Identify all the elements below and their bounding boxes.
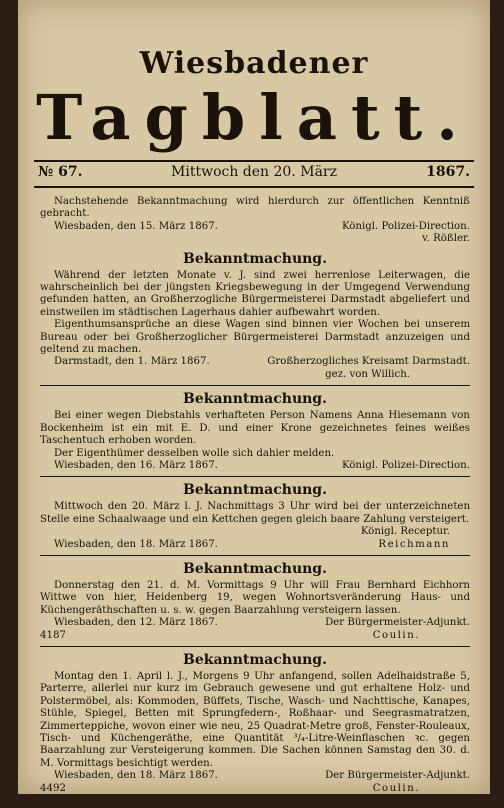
notice-signer: Coulin. [372,782,420,794]
notice-authority: Königl. Polizei-Direction. [341,459,470,471]
divider [40,555,470,556]
notices-column [40,196,470,795]
newspaper-page [18,0,490,794]
divider [40,476,470,477]
issue-line [38,164,470,186]
masthead-subtitle: Wiesbadener [139,46,369,81]
notice-heading: Bekanntmachung. [183,250,327,267]
notice-heading: Bekanntmachung. [183,651,327,668]
notice-body: Donnerstag den 21. d. M. Vormittags 9 Uhr will Frau Bernhard Eichhorn Wittwe von hier, Heidenberg 19, wegen Wohnortsveränderung Haus- und Küchengeräthschaften u. s. w. gegen Baarzahlung versteigern lassen. [40,579,470,616]
notice-footer-row [40,630,470,642]
notice-body: Montag den 1. April l. J., Morgens 9 Uhr anfangend, sollen Adelhaidstraße 5, Parterre, allerlei nur kurz im Gebrauch gewesene und gut erhaltene Holz- und Polstermöbel, als: Kommoden, Büffets, Tische, Wasch- und Nachttische, Kanapes, Stühle, Spiegel, Betten mit Sprungfedern-, Roßhaar- und Seegrasmatratzen, Zimmerteppiche, wovon einer wie neu, 25 Quadrat-Metre groß, Fenster-Rouleaux, Tisch- und Küchengeräthe, eine Quantität ³/₄-Litre-Weinflaschen ꝛc. gegen Baarzahlung zur Versteigerung kommen. Die Sachen können Samstag den 30. d. M. Vormittags besichtigt werden. [40,670,470,769]
divider [40,646,470,647]
notice-schaalwaage [40,481,470,551]
notice-heading: Bekanntmachung. [183,391,327,408]
notice-authority: Großherzogliches Kreisamt Darmstadt. [267,356,470,368]
notice-signature-row [40,770,470,782]
masthead-rule-top [34,160,474,162]
masthead-title: Tagblatt. [36,81,472,154]
notice-place-date: Wiesbaden, den 12. März 1867. [54,617,218,629]
notice-signer: v. Rößler. [422,233,470,245]
notice-place-date: Darmstadt, den 1. März 1867. [54,356,210,368]
notice-reference-number: 4187 [40,629,66,641]
notice-signer: gez. von Willich. [325,368,410,380]
notice-authority: Der Bürgermeister-Adjunkt. [325,770,470,782]
notice-body: Nachstehende Bekanntmachung wird hierdurch zur öffentlichen Kenntniß gebracht. [40,196,470,220]
notice-place-date: Wiesbaden, den 16. März 1867. [54,459,218,471]
issue-year: 1867. [426,164,470,180]
notice-body: Bei einer wegen Diebstahls verhafteten Person Namens Anna Hiesemann von Bockenheim ist ein mit E. D. und einer Krone gezeichnetes feines weißes Taschentuch erhoben worden. [40,410,470,447]
issue-date: Mittwoch den 20. März [171,164,337,180]
notice-footer-row [40,783,470,795]
notice-intro [40,196,470,246]
notice-body-2: Eigenthumsansprüche an diese Wagen sind binnen vier Wochen bei unserem Bureau oder bei Großherzoglicher Bürgermeisterei Darmstadt anzuzeigen und geltend zu machen. [40,319,470,356]
notice-reference-number: 4492 [40,782,66,794]
notice-body-2: Der Eigenthümer desselben wolle sich dahier melden. [54,447,335,459]
notice-signature-row [40,460,470,472]
notice-signature-row [40,539,470,551]
notice-eichhorn [40,560,470,642]
notice-place-date: Wiesbaden, den 18. März 1867. [54,770,218,782]
notice-leiterwagen [40,250,470,382]
notice-place-date: Wiesbaden, den 18. März 1867. [54,538,218,550]
notice-signature-row [40,221,470,233]
notice-signature-row [40,617,470,629]
notice-heading: Bekanntmachung. [183,560,327,577]
notice-authority: Der Bürgermeister-Adjunkt. [325,617,470,629]
masthead-rule-bottom [34,186,474,188]
notice-signer: Coulin. [372,629,420,641]
notice-signature-row [40,356,470,368]
notice-taschentuch [40,390,470,472]
divider [40,385,470,386]
notice-authority: Königl. Receptur. [360,526,450,538]
notice-authority: Königl. Polizei-Direction. [341,220,470,232]
notice-signer: Reichmann [378,538,450,550]
notice-place-date: Wiesbaden, den 15. März 1867. [54,220,218,232]
notice-heading: Bekanntmachung. [183,482,327,499]
notice-body: Während der letzten Monate v. J. sind zwei herrenlose Leiterwagen, die wahrscheinlich bei der jüngsten Kriegsbewegung in der Umgegend Verwendung gefunden hatten, an Großherzogliche Bürgermeisterei Darmstadt abgeliefert und einstweilen im städtischen Lagerhaus dahier aufbewahrt worden. [40,269,470,318]
notice-moebel [40,651,470,795]
notice-body: Mittwoch den 20. März l. J. Nachmittags 3 Uhr wird bei der unterzeichneten Stelle eine Schaalwaage und ein Kettchen gegen gleich baare Zahlung versteigert. [40,501,470,525]
issue-number: № 67. [38,164,83,180]
